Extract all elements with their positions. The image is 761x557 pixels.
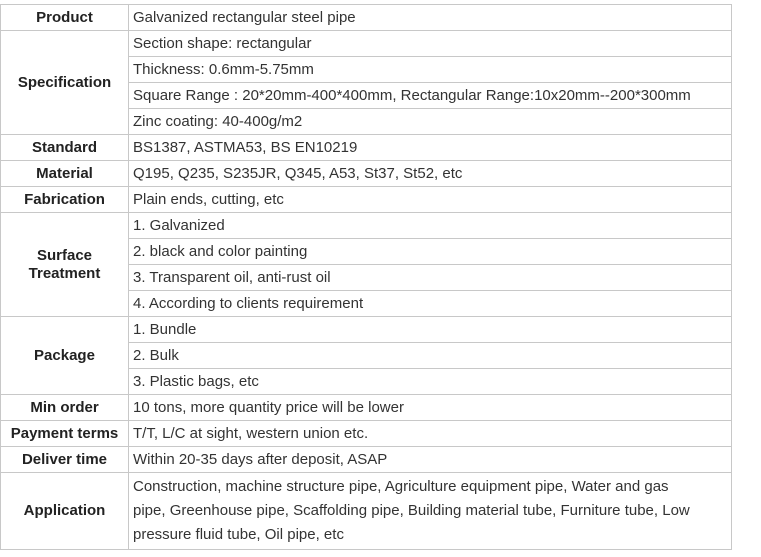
row-value-specification-1: Section shape: rectangular: [129, 31, 732, 57]
row-value-specification-4: Zinc coating: 40-400g/m2: [129, 109, 732, 135]
row-label-fabrication: Fabrication: [1, 187, 129, 213]
row-label-material: Material: [1, 161, 129, 187]
table-row-min-order: [1, 395, 732, 421]
row-label-application: Application: [1, 473, 129, 550]
row-value-surface-treatment-3: 3. Transparent oil, anti-rust oil: [129, 265, 732, 291]
table-row-package: [1, 317, 732, 343]
row-label-min-order: Min order: [1, 395, 129, 421]
row-value-product: Galvanized rectangular steel pipe: [129, 5, 732, 31]
row-value-application-line-3: pressure fluid tube, Oil pipe, etc: [133, 526, 344, 543]
row-value-surface-treatment-4: 4. According to clients requirement: [129, 291, 732, 317]
row-value-package-1: 1. Bundle: [129, 317, 732, 343]
row-value-package-2: 2. Bulk: [129, 343, 732, 369]
row-label-payment-terms: Payment terms: [1, 421, 129, 447]
row-label-surface-treatment-line-2: Treatment: [28, 264, 101, 282]
row-value-package-3: 3. Plastic bags, etc: [129, 369, 732, 395]
table-row-fabrication: [1, 187, 732, 213]
row-value-specification-2: Thickness: 0.6mm-5.75mm: [129, 57, 732, 83]
row-value-application-line-1: Construction, machine structure pipe, Agriculture equipment pipe, Water and gas: [133, 478, 669, 495]
row-label-standard: Standard: [1, 135, 129, 161]
table-row-application: [1, 473, 732, 550]
row-value-fabrication: Plain ends, cutting, etc: [129, 187, 732, 213]
row-value-standard: BS1387, ASTMA53, BS EN10219: [129, 135, 732, 161]
table-row-deliver-time: [1, 447, 732, 473]
row-value-application: [129, 473, 732, 550]
row-label-deliver-time: Deliver time: [1, 447, 129, 473]
row-label-specification: Specification: [1, 31, 129, 135]
product-spec-table: [0, 4, 732, 550]
row-value-material: Q195, Q235, S235JR, Q345, A53, St37, St52, etc: [129, 161, 732, 187]
table-row-payment-terms: [1, 421, 732, 447]
row-label-product: Product: [1, 5, 129, 31]
row-value-deliver-time: Within 20-35 days after deposit, ASAP: [129, 447, 732, 473]
table-row-specification: [1, 31, 732, 57]
table-row-standard: [1, 135, 732, 161]
row-value-specification-3: Square Range : 20*20mm-400*400mm, Rectangular Range:10x20mm--200*300mm: [129, 83, 732, 109]
row-label-surface-treatment: [1, 213, 129, 317]
table-row-material: [1, 161, 732, 187]
row-value-payment-terms: T/T, L/C at sight, western union etc.: [129, 421, 732, 447]
row-label-package: Package: [1, 317, 129, 395]
table-row-product: [1, 5, 732, 31]
row-value-min-order: 10 tons, more quantity price will be lower: [129, 395, 732, 421]
row-value-application-line-2: pipe, Greenhouse pipe, Scaffolding pipe, Building material tube, Furniture tube, Low: [133, 502, 690, 519]
table-row-surface-treatment: [1, 213, 732, 239]
row-value-surface-treatment-1: 1. Galvanized: [129, 213, 732, 239]
row-label-surface-treatment-line-1: Surface: [36, 246, 93, 264]
row-value-surface-treatment-2: 2. black and color painting: [129, 239, 732, 265]
